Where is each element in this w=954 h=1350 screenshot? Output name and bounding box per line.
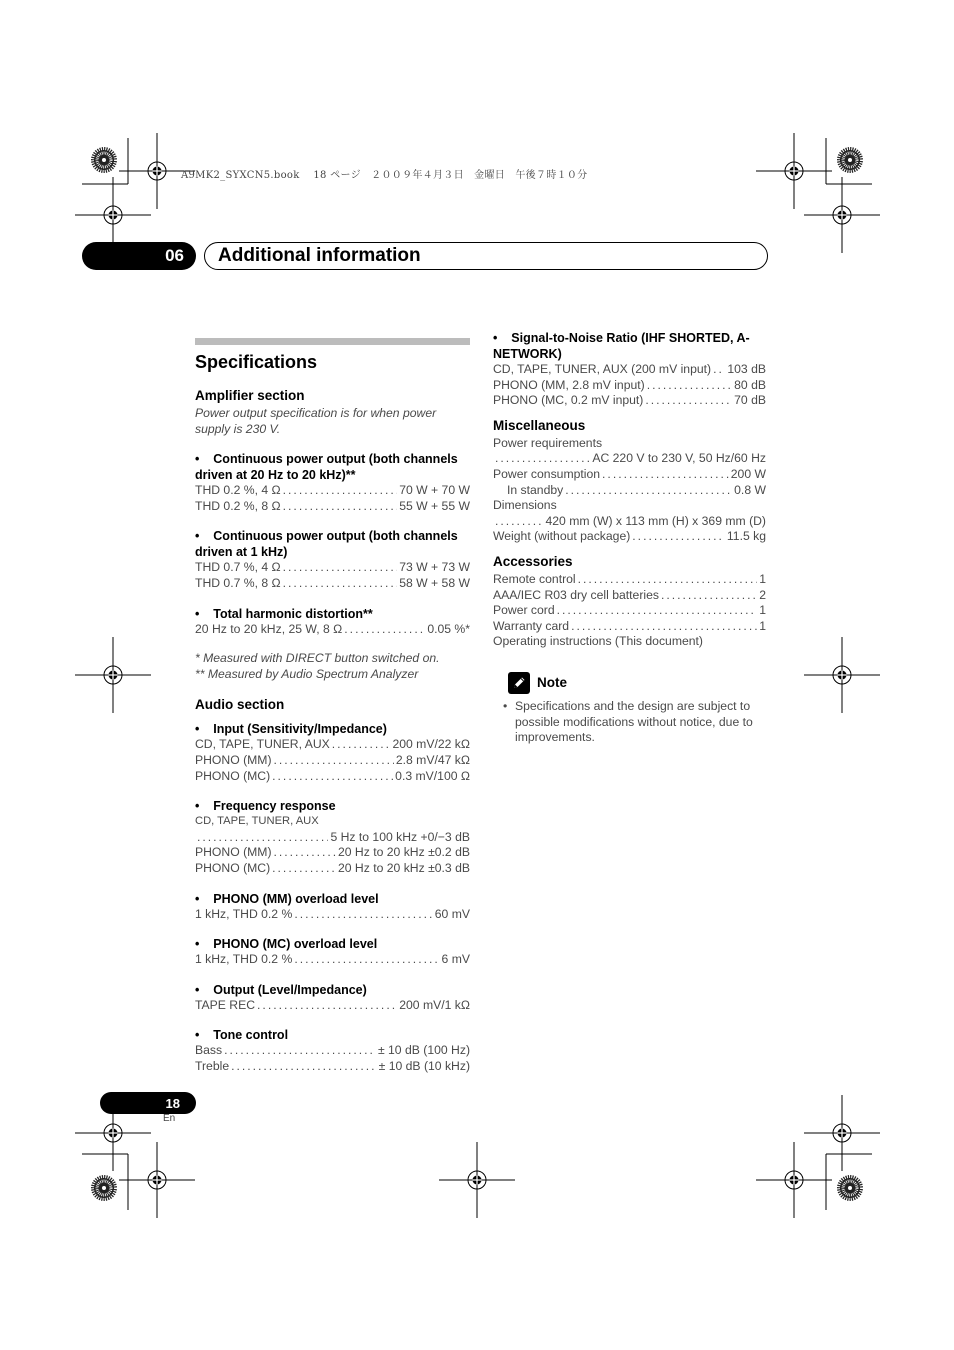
print-job-header: A9MK2_SYXCN5.book 18 ページ ２００９年４月３日 金曜日 午後７時１０分 [181,170,588,181]
pencil-note-icon [508,672,530,694]
section-rule [195,338,470,345]
amplifier-section-heading: Amplifier section [195,388,305,403]
spec-heading: • Total harmonic distortion** [195,606,373,621]
spec-row: TAPE REC ..... 200 mV/1 kΩ [195,998,470,1014]
spec-heading: • Frequency response [195,799,336,814]
spec-group-frequency [195,798,470,876]
spec-row: CD, TAPE, TUNER, AUX (200 mV input) ..... 103 dB [493,362,766,378]
spec-row: ..... 5 Hz to 100 kHz +0/−3 dB [195,830,470,846]
power-requirements-label: Power requirements [493,435,603,450]
spec-group-thd [195,606,470,638]
note-item [503,699,766,746]
footnote: ** Measured by Audio Spectrum Analyzer [195,666,419,681]
spec-row: PHONO (MC, 0.2 mV input) ..... 70 dB [493,393,766,409]
accessory-row: Warranty card ..... 1 [493,619,766,635]
accessory-row: AAA/IEC R03 dry cell batteries ..... 2 [493,588,766,604]
accessory-row: Remote control ..... 1 [493,572,766,588]
spec-heading: • Signal-to-Noise Ratio (IHF SHORTED, A-NETWORK) [493,331,750,361]
note-text: Specifications and the design are subject to possible modifications without notice, due to improvements. [515,698,753,745]
page-language: En [163,1113,176,1124]
spec-row: PHONO (MM, 2.8 mV input) ..... 80 dB [493,378,766,394]
spec-row: THD 0.7 %, 8 Ω ..... 58 W + 58 W [195,576,470,592]
miscellaneous-heading: Miscellaneous [493,417,586,433]
spec-row: In standby ..... 0.8 W [493,483,766,499]
spec-group-continuous-20k [195,451,470,514]
spec-row: Power consumption ..... 200 W [493,467,766,483]
spec-group-output [195,982,470,1014]
spec-sublabel: CD, TAPE, TUNER, AUX [195,815,319,828]
amplifier-intro: Power output specification is for when power supply is 230 V. [195,406,437,436]
note-header [508,672,766,694]
spec-row: 20 Hz to 20 kHz, 25 W, 8 Ω ..... 0.05 %* [195,622,470,638]
spec-row: Weight (without package) ..... 11.5 kg [493,529,766,545]
spec-group-continuous-1k [195,528,470,591]
spec-row: PHONO (MM) ..... 20 Hz to 20 kHz ±0.2 dB [195,845,470,861]
accessory-row: Operating instructions (This document) [493,634,703,649]
note-label: Note [537,675,567,691]
spec-row: ..... AC 220 V to 230 V, 50 Hz/60 Hz [493,451,766,467]
left-column [195,338,470,1074]
page-title: Specifications [195,352,318,372]
spec-row: ..... 420 mm (W) x 113 mm (H) x 369 mm (D) [493,514,766,530]
spec-row: PHONO (MC) ..... 20 Hz to 20 kHz ±0.3 dB [195,861,470,877]
spec-row: 1 kHz, THD 0.2 % ..... 60 mV [195,907,470,923]
spec-group-mc-overload [195,936,470,968]
page-number: 18 [165,1095,180,1111]
spec-group-input [195,721,470,784]
spec-heading: • Input (Sensitivity/Impedance) [195,722,387,737]
page-number-badge [100,1092,196,1114]
chapter-title-box [204,242,768,270]
bullet-icon: • [503,698,508,713]
spec-group-tone [195,1027,470,1074]
spec-group-mm-overload [195,891,470,923]
audio-section-heading: Audio section [195,697,285,713]
spec-row: THD 0.2 %, 4 Ω ..... 70 W + 70 W [195,483,470,499]
spec-heading: • PHONO (MM) overload level [195,891,379,906]
spec-row: Bass ..... ± 10 dB (100 Hz) [195,1043,470,1059]
chapter-title: Additional information [218,245,421,266]
spec-row: PHONO (MC) ..... 0.3 mV/100 Ω [195,769,470,785]
spec-heading: • Tone control [195,1028,289,1043]
spec-row: CD, TAPE, TUNER, AUX ..... 200 mV/22 kΩ [195,737,470,753]
accessories-heading: Accessories [493,553,573,569]
footnote: * Measured with DIRECT button switched on. [195,651,440,666]
spec-row: THD 0.2 %, 8 Ω ..... 55 W + 55 W [195,499,470,515]
spec-heading: • Continuous power output (both channels driven at 20 Hz to 20 kHz)** [195,452,458,483]
spec-row: 1 kHz, THD 0.2 % ..... 6 mV [195,952,470,968]
spec-row: Treble ..... ± 10 dB (10 kHz) [195,1059,470,1075]
right-column [493,330,766,746]
spec-heading: • Output (Level/Impedance) [195,982,367,997]
chapter-number-badge [82,242,196,270]
spec-row: THD 0.7 %, 4 Ω ..... 73 W + 73 W [195,560,470,576]
dimensions-label: Dimensions [493,498,557,513]
footnotes [195,651,470,682]
spec-heading: • Continuous power output (both channels driven at 1 kHz) [195,529,458,560]
spec-row: PHONO (MM) ..... 2.8 mV/47 kΩ [195,753,470,769]
chapter-number: 06 [165,246,184,265]
accessory-row: Power cord ..... 1 [493,603,766,619]
spec-group-snr [493,330,766,409]
spec-heading: • PHONO (MC) overload level [195,937,378,952]
